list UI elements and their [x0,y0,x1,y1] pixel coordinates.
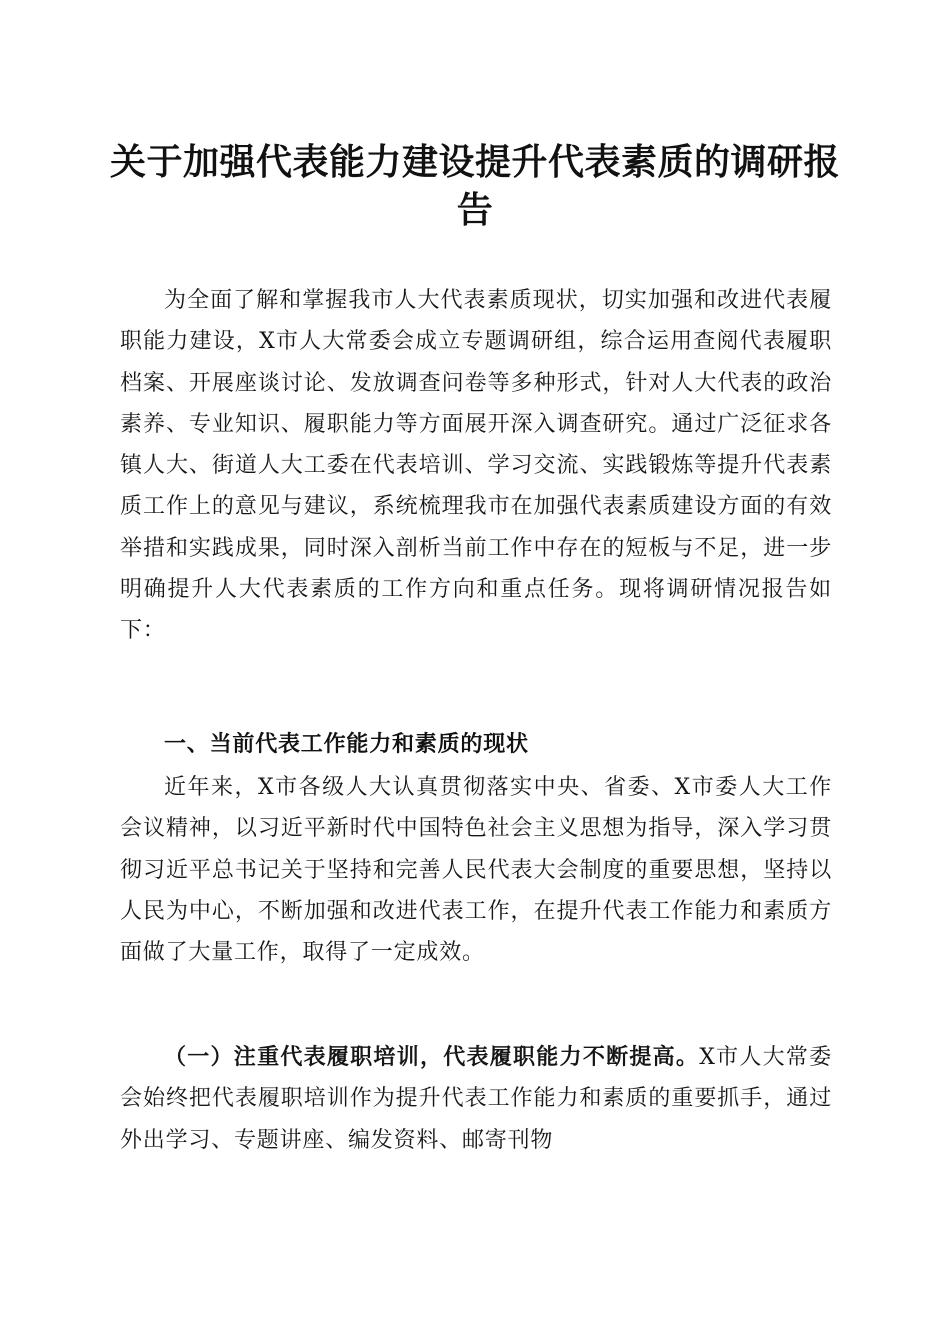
section-1-paragraph: 近年来，X市各级人大认真贯彻落实中央、省委、X市委人大工作会议精神，以习近平新时代中国特色社会主义思想为指导，深入学习贯彻习近平总书记关于坚持和完善人民代表大会制度的重要思想，坚持以人民为中心，不断加强和改进代表工作，在提升代表工作能力和素质方面做了大量工作，取得了一定成效。 [120,775,832,966]
subsection-1-paragraph [120,1037,832,1161]
intro-paragraph: 为全面了解和掌握我市人大代表素质现状，切实加强和改进代表履职能力建设，X市人大常委会成立专题调研组，综合运用查阅代表履职档案、开展座谈讨论、发放调查问卷等多种形式，针对人大代表的政治素养、专业知识、履职能力等方面展开深入调查研究。通过广泛征求各镇人大、街道人大工委在代表培训、学习交流、实践锻炼等提升代表素质工作上的意见与建议，系统梳理我市在加强代表素质建设方面的有效举措和实践成果，同时深入剖析当前工作中存在的短板与不足，进一步明确提升人大代表素质的工作方向和重点任务。现将调研情况报告如下： [120,288,832,644]
section-heading-1: 一、当前代表工作能力和素质的现状 [164,732,529,757]
document-title: 关于加强代表能力建设提升代表素质的调研报告 [110,141,841,231]
subsection-1-text: X市人大常委会始终把代表履职培训作为提升代表工作能力和素质的重要抓手，通过外出学习、专题讲座、编发资料、邮寄刊物 [120,1045,832,1153]
subsection-1-lead: （一）注重代表履职培训，代表履职能力不断提高。 [164,1045,700,1070]
